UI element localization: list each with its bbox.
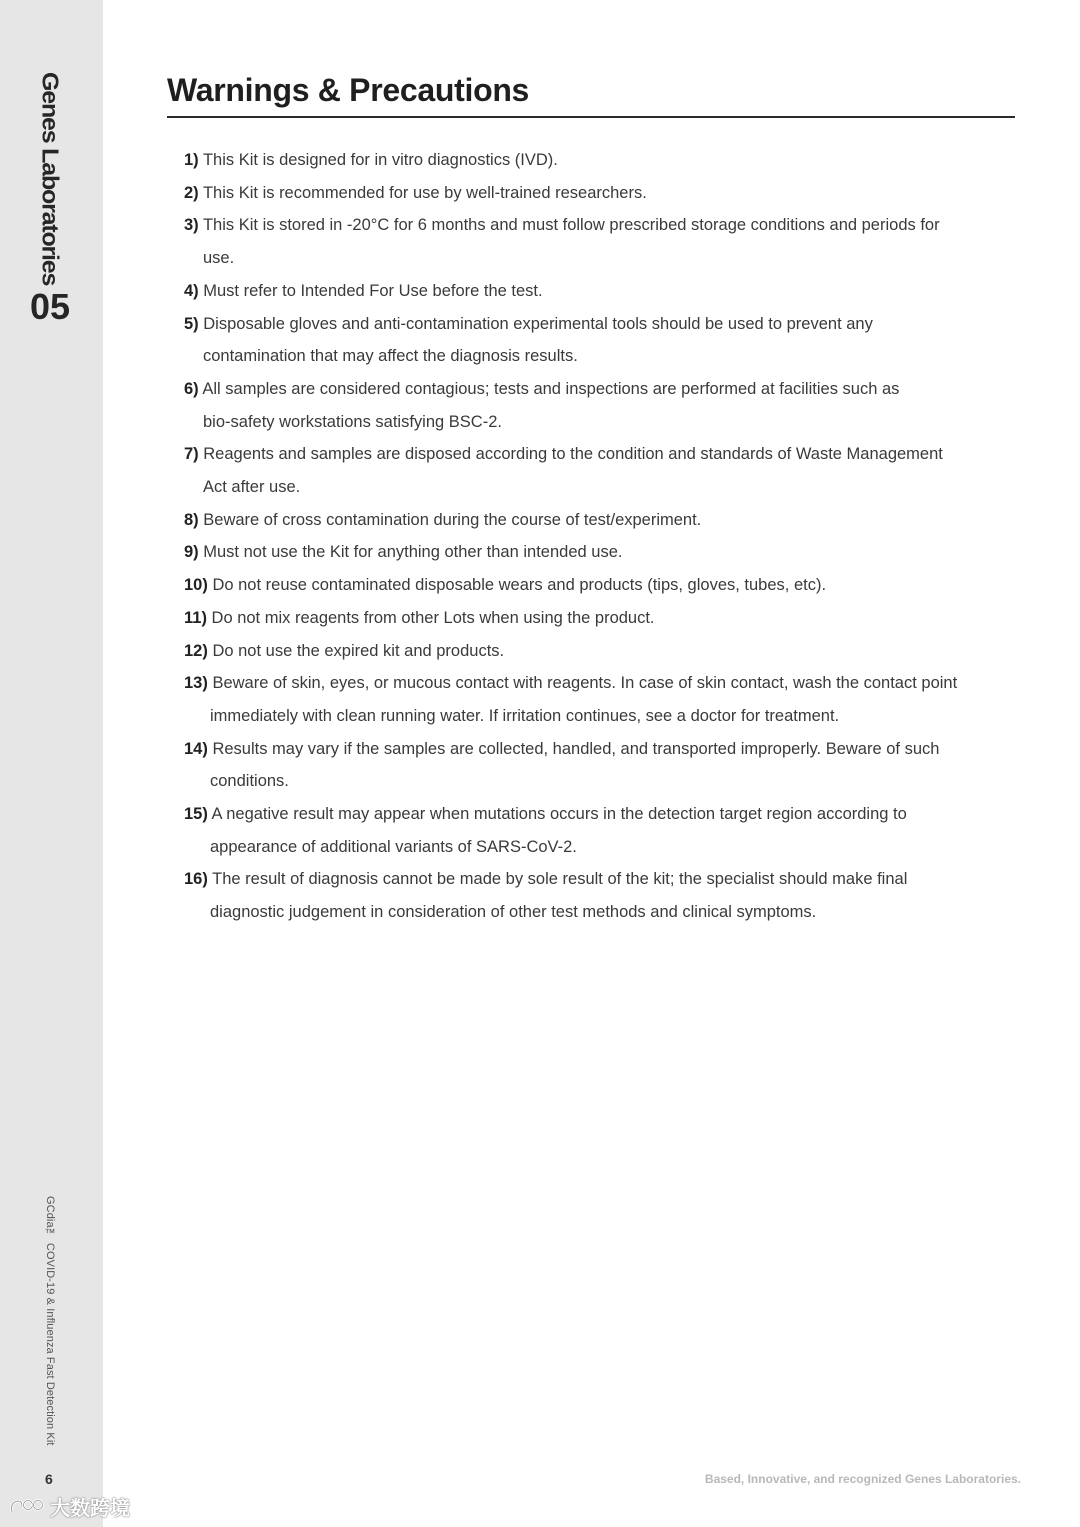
item-number: 8) <box>184 510 199 529</box>
precaution-item <box>184 733 984 798</box>
item-first-line <box>184 635 984 668</box>
item-first-line <box>184 536 984 569</box>
product-name: GCdia™ COVID-19 & Influenza Fast Detection Kit <box>44 1196 56 1446</box>
item-number: 3) <box>184 216 199 235</box>
item-text: Do not mix reagents from other Lots when using the product. <box>211 608 655 627</box>
title-divider <box>167 116 1015 118</box>
item-first-line <box>184 733 984 766</box>
precaution-item <box>184 635 984 668</box>
item-text: A negative result may appear when mutations occurs in the detection target region according to <box>211 805 907 824</box>
item-number: 15) <box>184 805 208 824</box>
item-text: diagnostic judgement in consideration of other test methods and clinical symptoms. <box>210 903 817 922</box>
item-number: 9) <box>184 543 199 562</box>
page-number: 6 <box>45 1471 53 1487</box>
item-number: 1) <box>184 151 199 169</box>
page-title: Warnings & Precautions <box>167 72 530 108</box>
precautions-list <box>184 144 984 929</box>
item-text: Reagents and samples are disposed according to the condition and standards of Waste Management <box>203 445 943 464</box>
item-number: 10) <box>184 576 208 595</box>
item-first-line <box>184 275 984 308</box>
precaution-item <box>184 536 984 569</box>
item-text: Do not use the expired kit and products. <box>212 641 505 660</box>
watermark <box>8 1492 130 1521</box>
precaution-item <box>184 177 984 210</box>
precaution-item <box>184 275 984 308</box>
precaution-item <box>184 602 984 635</box>
watermark-text: 大数跨境 <box>50 1498 130 1520</box>
item-number: 14) <box>184 739 208 758</box>
item-first-line <box>184 602 984 635</box>
precaution-item <box>184 569 984 602</box>
section-number: 05 <box>30 286 71 327</box>
item-first-line <box>184 504 984 537</box>
item-continuation-line <box>184 471 984 504</box>
precaution-item <box>184 438 984 503</box>
item-text: This Kit is stored in -20°C for 6 months and must follow prescribed storage conditions and periods for <box>202 216 940 235</box>
precaution-item <box>184 667 984 732</box>
item-first-line <box>184 209 984 242</box>
item-text: appearance of additional variants of SARS-CoV-2. <box>210 837 577 856</box>
item-first-line <box>184 667 984 700</box>
item-first-line <box>184 798 984 831</box>
precaution-item <box>184 504 984 537</box>
precaution-item <box>184 863 984 928</box>
item-continuation-line <box>184 896 984 929</box>
sidebar <box>0 0 103 1527</box>
item-first-line <box>184 863 984 896</box>
item-first-line <box>184 373 984 406</box>
item-text: Must not use the Kit for anything other than intended use. <box>203 543 623 562</box>
item-text: Beware of skin, eyes, or mucous contact with reagents. In case of skin contact, wash the contact point <box>212 674 958 693</box>
item-text: Results may vary if the samples are collected, handled, and transported improperly. Beware of such <box>212 739 940 758</box>
item-first-line <box>184 308 984 341</box>
item-text: bio-safety workstations satisfying BSC-2. <box>203 412 502 431</box>
item-number: 13) <box>184 674 208 693</box>
precaution-item <box>184 144 984 177</box>
item-text: This Kit is recommended for use by well-trained researchers. <box>202 183 647 202</box>
item-text: This Kit is designed for in vitro diagnostics (IVD). <box>202 151 558 169</box>
item-first-line <box>184 438 984 471</box>
item-number: 7) <box>184 445 199 464</box>
brand-name: Genes Laboratories <box>36 72 63 286</box>
item-text: The result of diagnosis cannot be made by sole result of the kit; the specialist should make final <box>212 870 908 889</box>
item-text: Act after use. <box>203 478 301 497</box>
item-continuation-line <box>184 765 984 798</box>
item-text: immediately with clean running water. If irritation continues, see a doctor for treatment. <box>210 706 840 725</box>
item-first-line <box>184 144 984 177</box>
item-number: 11) <box>184 608 207 627</box>
item-text: conditions. <box>210 772 289 791</box>
item-text: All samples are considered contagious; tests and inspections are performed at facilities such as <box>202 379 900 398</box>
item-text: use. <box>203 249 235 268</box>
item-continuation-line <box>184 242 984 275</box>
item-continuation-line <box>184 700 984 733</box>
footer-tagline: Based, Innovative, and recognized Genes Laboratories. <box>704 1472 1021 1486</box>
precaution-item <box>184 373 984 438</box>
precaution-item <box>184 798 984 863</box>
item-continuation-line <box>184 831 984 864</box>
item-continuation-line <box>184 340 984 373</box>
precaution-item <box>184 209 984 274</box>
item-first-line <box>184 569 984 602</box>
item-number: 12) <box>184 641 208 660</box>
item-continuation-line <box>184 406 984 439</box>
item-first-line <box>184 177 984 210</box>
item-number: 5) <box>184 314 199 333</box>
item-number: 16) <box>184 870 208 889</box>
item-text: Beware of cross contamination during the course of test/experiment. <box>203 510 702 529</box>
item-text: Must refer to Intended For Use before the test. <box>203 281 543 300</box>
item-text: Do not reuse contaminated disposable wears and products (tips, gloves, tubes, etc). <box>212 576 827 595</box>
item-number: 2) <box>184 183 199 202</box>
item-text: contamination that may affect the diagnosis results. <box>203 347 578 366</box>
precaution-item <box>184 308 984 373</box>
item-number: 4) <box>184 281 199 300</box>
item-text: Disposable gloves and anti-contamination experimental tools should be used to prevent any <box>203 314 873 333</box>
item-number: 6) <box>184 379 199 398</box>
watermark-logo-icon <box>8 1496 46 1518</box>
